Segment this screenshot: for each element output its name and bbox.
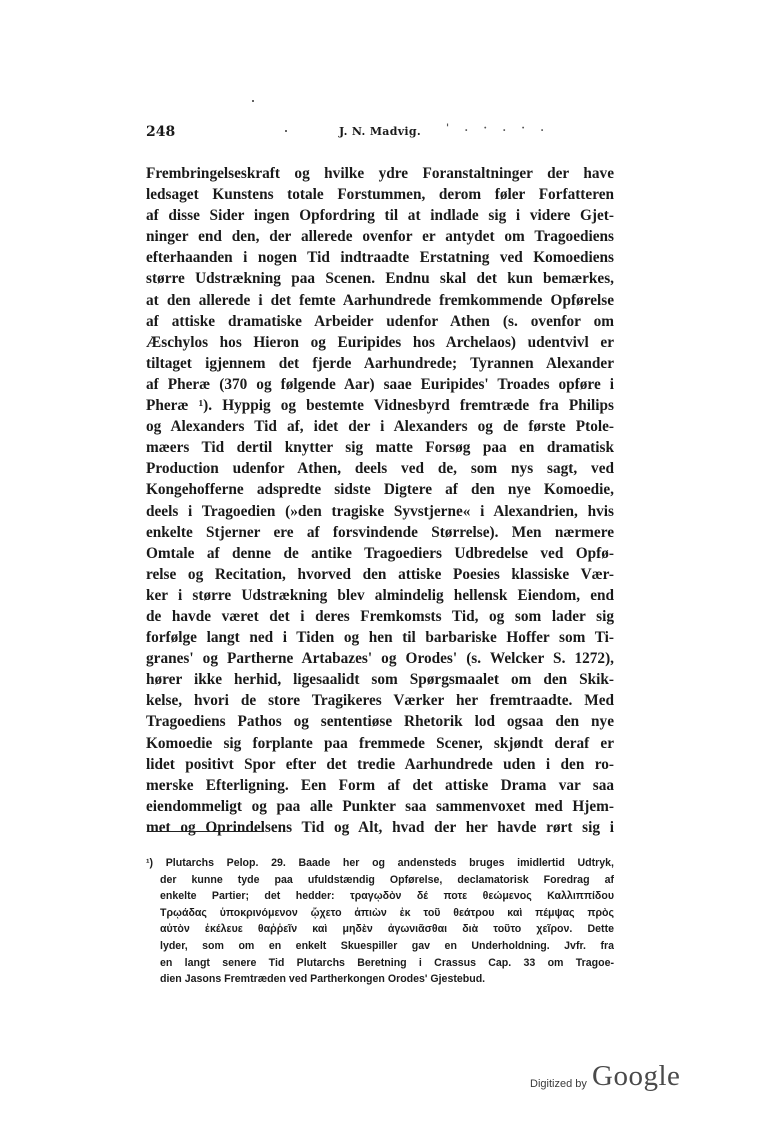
footnote-line: dien Jasons Fremtræden ved Partherkongen Orodes' Gjestebud. <box>160 973 486 986</box>
text-line: kelse, hvori de store Tragikeres Værker her fremtraadte. Med <box>146 692 614 710</box>
text-line: enkelte Stjerner ere af forsvindende Størrelse). Men nærmere <box>146 523 614 541</box>
footnote-line: der kunne tyde paa ufuldstændig Opførelse, declamatorisk Foredrag af <box>160 873 614 886</box>
text-line: eiendommeligt og paa alle Punkter saa sammenvoxet med Hjem- <box>146 797 614 815</box>
text-line: af Pheræ (370 og følgende Aar) saae Euripides' Troades opføre i <box>146 375 614 393</box>
scan-speck <box>252 100 254 102</box>
google-logo: Google <box>592 1060 681 1092</box>
text-line: ledsaget Kunstens totale Forstummen, derom føler Forfatteren <box>146 186 614 204</box>
digitized-by-label: Digitized by <box>530 1078 587 1090</box>
scan-noise: ' . · . · . <box>446 123 550 134</box>
text-line: mæers Tid dertil knytter sig matte Forsøg paa en dramatisk <box>146 439 614 457</box>
footnote-line: αὐτὸν ἐκέλευε θαῤῥεῖν καὶ μηδὲν ἀγωνιᾶσθαι διὰ τοῦτο χεῖρον. Dette <box>160 923 614 936</box>
footnotes <box>146 855 614 988</box>
footnote-separator <box>148 831 264 832</box>
digitized-watermark <box>530 1060 680 1094</box>
text-line: Omtale af denne de antike Tragoediers Udbredelse ved Opfø- <box>146 544 614 562</box>
footnote-line: enkelte Partier; det hedder: τραγῳδὸν δέ ποτε θεώμενος Καλλιππίδου <box>160 890 614 903</box>
main-text <box>146 163 614 838</box>
text-line: at den allerede i det femte Aarhundrede fremkommende Opførelse <box>146 291 614 309</box>
text-line: ker i større Udstrækning blev almindelig hellensk Eiendom, end <box>146 586 614 604</box>
text-line: relse og Recitation, hvorved den attiske Poesies klassiske Vær- <box>146 565 614 583</box>
text-line: granes' og Partherne Artabazes' og Orodes' (s. Welcker S. 1272), <box>146 650 614 668</box>
text-line: Frembringelseskraft og hvilke ydre Foranstaltninger der have <box>146 165 614 182</box>
footnote-line: en langt senere Tid Plutarchs Beretning i Crassus Cap. 33 om Tragoe- <box>160 956 614 969</box>
footnote-line: Τρῳάδας ὑποκρινόμενον ᾤχετο ἀπιὼν ἐκ τοῦ θεάτρου καὶ πέμψας πρὸς <box>160 906 614 919</box>
text-line: Production udenfor Athen, deels ved de, som nys sagt, ved <box>146 460 614 478</box>
text-line: met og Oprindelsens Tid og Alt, hvad der her havde rørt sig i <box>146 818 614 836</box>
text-line: ninger end den, der allerede ovenfor er antydet om Tragoediens <box>146 228 614 246</box>
page-number: 248 <box>146 124 176 140</box>
running-title: J. N. Madvig. <box>339 125 422 138</box>
text-line: de havde været det i deres Fremkomsts Tid, og som lader sig <box>146 607 614 625</box>
text-line: efterhaanden i nogen Tid indtraadte Erstatning ved Komoediens <box>146 249 614 267</box>
text-line: tiltaget igjennem det fjerde Aarhundrede; Tyrannen Alexander <box>146 354 614 372</box>
page-header <box>146 124 614 142</box>
text-line: af disse Sider ingen Opfordring til at indlade sig i videre Gjet- <box>146 207 614 225</box>
text-line: forfølge langt ned i Tiden og hen til barbariske Hoffer som Ti- <box>146 629 614 647</box>
footnote-line: ¹) Plutarchs Pelop. 29. Baade her og andensteds bruges imidlertid Udtryk, <box>146 857 614 869</box>
text-line: Komoedie sig forplante paa fremmede Scener, skjøndt deraf er <box>146 734 614 752</box>
text-line: hører ikke herhid, ligesaalidt som Spørgsmaalet om den Skik- <box>146 671 614 689</box>
text-line: deels i Tragoedien (»den tragiske Syvstjerne« i Alexandrien, hvis <box>146 502 614 520</box>
text-line: Æschylos hos Hieron og Euripides hos Archelaos) udentvivl er <box>146 333 614 351</box>
text-line: Tragoediens Pathos og sententiøse Rhetorik lod ogsaa den nye <box>146 713 614 731</box>
text-line: af attiske dramatiske Arbeider udenfor Athen (s. ovenfor om <box>146 312 614 330</box>
footnote-line: lyder, som om en enkelt Skuespiller gav en Underholdning. Jvfr. fra <box>160 939 614 952</box>
text-line: lidet positivt Spor efter det tredie Aarhundrede uden i den ro- <box>146 755 614 773</box>
text-line: Kongehofferne adspredte sidste Digtere af den nye Komoedie, <box>146 481 614 499</box>
text-line: og Alexanders Tid af, idet der i Alexanders og de første Ptole- <box>146 418 614 436</box>
text-line: Pheræ ¹). Hyppig og bestemte Vidnesbyrd fremtræde fra Philips <box>146 397 614 415</box>
text-line: større Udstrækning paa Scenen. Endnu skal det kun bemærkes, <box>146 270 614 288</box>
text-line: merske Efterligning. Een Form af det attiske Drama var saa <box>146 776 614 794</box>
